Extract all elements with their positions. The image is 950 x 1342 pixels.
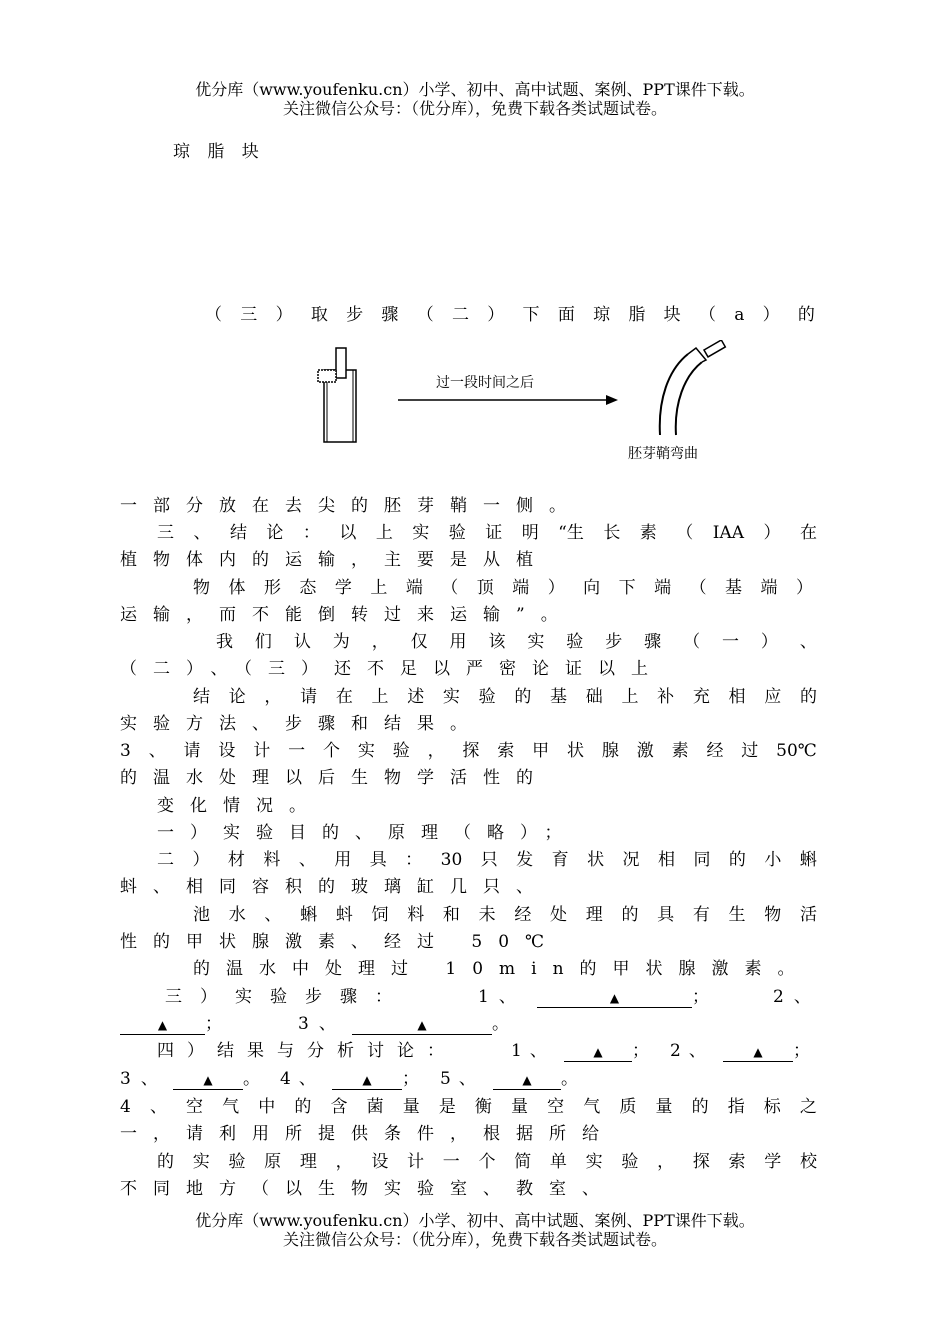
char: ）: [192, 850, 210, 870]
char: 激: [636, 741, 654, 761]
char: （: [689, 578, 707, 598]
char: ）: [275, 305, 293, 325]
char: 上: [621, 687, 639, 707]
char: 具: [657, 905, 675, 925]
char: 上: [371, 687, 389, 707]
char: 验: [621, 1152, 639, 1172]
footer-line-2: 关注微信公众号：（优分库），免费下载各类试题试卷。: [282, 1230, 667, 1249]
char: 认: [293, 632, 311, 652]
result-blank-4[interactable]: ▲ ；: [332, 1068, 419, 1090]
step-blank-2[interactable]: ▲ ；: [120, 1013, 222, 1035]
char: 的: [157, 1152, 174, 1172]
char: 状: [567, 741, 584, 761]
char: 为: [332, 632, 350, 652]
char: 请: [300, 687, 318, 707]
char: 理: [585, 905, 603, 925]
char: （: [205, 305, 222, 325]
char: 蚪: [335, 905, 353, 925]
step-number-2: 2、: [773, 987, 821, 1007]
text-line-9: 实验方法、步骤和结果。: [120, 714, 483, 734]
experiment-figure: [300, 340, 740, 450]
char: 在: [335, 687, 353, 707]
text-line-15: 蚪、相同容积的玻璃缸几只、: [120, 877, 549, 897]
step-number-1: 1、: [478, 987, 526, 1007]
char: 的: [514, 687, 532, 707]
char: 基: [725, 578, 743, 598]
step-blank-1[interactable]: ▲ ；: [537, 986, 709, 1008]
char: 个: [322, 741, 340, 761]
step-three-line: [205, 304, 815, 326]
char: 相: [657, 850, 675, 870]
char: 结: [229, 523, 247, 543]
char: 验: [448, 523, 466, 543]
char: ）: [487, 305, 505, 325]
result-number-4: 4、: [280, 1069, 324, 1089]
char: 二: [157, 850, 174, 870]
char: 端: [760, 578, 778, 598]
char: 材: [227, 850, 245, 870]
char: 实: [192, 1152, 210, 1172]
char: 个: [478, 1152, 496, 1172]
char: （: [416, 305, 434, 325]
char: 的: [797, 305, 815, 325]
char: 论: [266, 523, 284, 543]
char: 步: [605, 632, 623, 652]
text-line-4: [193, 577, 813, 599]
char: 体: [228, 578, 246, 598]
char: ）: [795, 578, 813, 598]
char: 水: [228, 905, 246, 925]
text-line-3: 植物体内的运输，主要是从植: [120, 550, 549, 570]
char: 向: [583, 578, 601, 598]
char: 在: [799, 523, 817, 543]
char: ，: [657, 1152, 675, 1172]
text-line-12: 变化情况。: [157, 796, 322, 816]
char: 量: [511, 1097, 529, 1117]
char: 3: [120, 741, 131, 761]
char: 活: [799, 905, 817, 925]
text-line-25: [157, 1151, 817, 1173]
char: 空: [186, 1097, 204, 1117]
char: 料: [407, 905, 425, 925]
text-line-13: 一）实验目的、原理（略）；: [157, 823, 578, 843]
text-line-8: [193, 686, 817, 708]
char: 设: [371, 1152, 389, 1172]
char: 一: [288, 741, 306, 761]
char: 仅: [410, 632, 428, 652]
char: 中: [258, 1097, 276, 1117]
char: 简: [514, 1152, 532, 1172]
char: ：: [405, 850, 423, 870]
char: 实: [585, 1152, 603, 1172]
step-blank-3[interactable]: ▲ 。: [352, 1013, 509, 1035]
char: 4: [120, 1097, 131, 1117]
text-line-23: [120, 1096, 817, 1118]
char: ）: [763, 523, 781, 543]
char: 补: [657, 687, 675, 707]
char: 骤: [381, 305, 399, 325]
char: 取: [310, 305, 328, 325]
char: 气: [583, 1097, 601, 1117]
char: 用: [334, 850, 352, 870]
char: 明: [521, 523, 539, 543]
char: 论: [228, 687, 246, 707]
char: 是: [438, 1097, 456, 1117]
char: 琼: [593, 305, 611, 325]
char: 面: [557, 305, 575, 325]
char: 30: [440, 850, 463, 870]
char: ，: [427, 741, 445, 761]
char: 步: [346, 305, 364, 325]
char: 骤: [644, 632, 662, 652]
char: 育: [551, 850, 569, 870]
char: 、: [298, 850, 316, 870]
char: 单: [549, 1152, 567, 1172]
char: 索: [728, 1152, 746, 1172]
char: 请: [183, 741, 201, 761]
char: 物: [193, 578, 210, 598]
char: （: [676, 523, 694, 543]
char: 只: [480, 850, 498, 870]
text-line-18: 的温水中处理过 10min的甲状腺激素。: [193, 959, 811, 979]
char: 学: [764, 1152, 782, 1172]
steps-heading: 三）实验步骤：: [165, 987, 410, 1007]
char: 甲: [532, 741, 550, 761]
text-line-16: [193, 904, 817, 926]
char: （: [683, 632, 701, 652]
char: 块: [663, 305, 681, 325]
char: 的: [691, 1097, 709, 1117]
char: 验: [478, 687, 496, 707]
char: 含: [330, 1097, 348, 1117]
char: 形: [263, 578, 281, 598]
char: 索: [497, 741, 515, 761]
char: 未: [478, 905, 496, 925]
text-line-10: [120, 740, 817, 762]
char: 用: [449, 632, 467, 652]
text-line-2: [157, 522, 817, 544]
char: 二: [451, 305, 469, 325]
char: 顶: [476, 578, 494, 598]
char: 过: [741, 741, 759, 761]
char: 的: [799, 687, 817, 707]
char: 饲: [371, 905, 389, 925]
text-line-24: 一，请利用所提供条件，根据所给: [120, 1124, 615, 1144]
char: （: [698, 305, 716, 325]
char: 和: [442, 905, 460, 925]
char: 相: [728, 687, 746, 707]
char: 理: [299, 1152, 317, 1172]
text-line-6: [216, 631, 817, 653]
char: 基: [550, 687, 568, 707]
char: 蝌: [300, 905, 318, 925]
char: 小: [764, 850, 782, 870]
char: 上: [370, 578, 388, 598]
header-line-1: 优分库（www.youfenku.cn）小学、初中、高中试题、案例、PPT课件下载。: [195, 80, 755, 99]
char: ，: [371, 632, 389, 652]
bent-coleoptile-icon: [660, 340, 726, 435]
char: 原: [264, 1152, 282, 1172]
char: 端: [405, 578, 423, 598]
char: 验: [566, 632, 584, 652]
char: 一: [442, 1152, 460, 1172]
char: 、: [193, 523, 211, 543]
text-line-14: [157, 849, 817, 871]
arrow-label: 过一段时间之后: [436, 375, 534, 391]
char: 校: [799, 1152, 817, 1172]
char: （: [441, 578, 459, 598]
char: ）: [762, 305, 780, 325]
arrow-icon: [398, 395, 618, 405]
footer-line-1: 优分库（www.youfenku.cn）小学、初中、高中试题、案例、PPT课件下载。: [195, 1211, 755, 1230]
char: 素: [671, 741, 689, 761]
char: 实: [412, 523, 430, 543]
char: 发: [516, 850, 534, 870]
char: 长: [603, 523, 621, 543]
char: ）: [547, 578, 565, 598]
char: 的: [294, 1097, 312, 1117]
char: 脂: [628, 305, 646, 325]
char: ，: [264, 687, 282, 707]
char: 学: [334, 578, 352, 598]
char: 衡: [474, 1097, 492, 1117]
char: ：: [302, 523, 320, 543]
header-line-2: 关注微信公众号：（优分库），免费下载各类试题试卷。: [282, 99, 667, 118]
char: 况: [622, 850, 640, 870]
result-blank-5[interactable]: ▲ 。: [493, 1068, 578, 1090]
char: 态: [299, 578, 317, 598]
char: 量: [655, 1097, 673, 1117]
result-blank-1[interactable]: ▲ ；: [564, 1040, 649, 1062]
bent-coleoptile-label: 胚芽鞘弯曲: [628, 446, 698, 462]
char: 端: [512, 578, 530, 598]
char: 、: [799, 632, 817, 652]
step-number-3: 3、: [298, 1014, 346, 1034]
result-number-5: 5、: [440, 1069, 484, 1089]
char: 们: [254, 632, 272, 652]
char: 以: [339, 523, 357, 543]
char: 结: [193, 687, 210, 707]
char: 素: [639, 523, 657, 543]
char: 下: [522, 305, 540, 325]
result-blank-3[interactable]: ▲ 。: [173, 1068, 260, 1090]
char: 计: [407, 1152, 425, 1172]
char: 质: [619, 1097, 637, 1117]
text-line-17: 性的甲状腺激素、经过 50℃: [120, 932, 561, 952]
char: IAA: [712, 523, 745, 543]
result-number-1: 1、: [511, 1041, 555, 1061]
char: 探: [692, 1152, 710, 1172]
text-line-26: 不同地方（以生物实验室、教室、: [120, 1179, 615, 1199]
char: 三: [157, 523, 174, 543]
char: 础: [585, 687, 603, 707]
char: 标: [763, 1097, 781, 1117]
char: 探: [462, 741, 480, 761]
char: 、: [264, 905, 282, 925]
char: 下: [618, 578, 636, 598]
char: 经: [514, 905, 532, 925]
char: 腺: [601, 741, 619, 761]
char: 实: [357, 741, 375, 761]
char: 生: [728, 905, 746, 925]
char: 气: [222, 1097, 240, 1117]
char: 蝌: [799, 850, 817, 870]
char: 我: [216, 632, 233, 652]
coleoptile-with-agar-icon: [318, 348, 356, 442]
char: 池: [193, 905, 210, 925]
text-line-7: （二）、（三）还不足以严密论证以上: [120, 659, 664, 679]
char: 的: [728, 850, 746, 870]
char: 物: [764, 905, 782, 925]
char: 、: [149, 1097, 167, 1117]
char: “生: [558, 523, 584, 543]
char: 实: [527, 632, 545, 652]
char: 具: [369, 850, 387, 870]
char: 述: [407, 687, 425, 707]
result-blank-2[interactable]: ▲ ；: [723, 1040, 810, 1062]
char: 之: [799, 1097, 817, 1117]
char: 指: [727, 1097, 745, 1117]
char: 实: [442, 687, 460, 707]
char: 状: [587, 850, 605, 870]
char: 的: [621, 905, 639, 925]
char: ）: [760, 632, 778, 652]
text-line-1: 一部分放在去尖的胚芽鞘一侧。: [120, 496, 582, 516]
char: 充: [692, 687, 710, 707]
char: 验: [228, 1152, 246, 1172]
char: 同: [693, 850, 711, 870]
char: 该: [488, 632, 506, 652]
results-heading: 四）结果与分析讨论：: [157, 1041, 457, 1061]
agar-block-label: 琼 脂 块: [173, 142, 265, 162]
char: 应: [764, 687, 782, 707]
text-line-11: 的温水处理以后生物学活性的: [120, 768, 549, 788]
char: 空: [547, 1097, 565, 1117]
char: ，: [335, 1152, 353, 1172]
char: 经: [706, 741, 724, 761]
char: 量: [402, 1097, 420, 1117]
result-number-3: 3、: [120, 1069, 168, 1089]
char: 验: [392, 741, 410, 761]
char: 三: [240, 305, 258, 325]
char: 端: [654, 578, 672, 598]
char: 处: [550, 905, 568, 925]
char: 一: [721, 632, 739, 652]
char: 菌: [366, 1097, 384, 1117]
text-line-5: 运输，而不能倒转过来运输”。: [120, 605, 574, 625]
char: 有: [692, 905, 710, 925]
char: 设: [218, 741, 236, 761]
char: 50℃: [776, 741, 817, 761]
char: 证: [485, 523, 503, 543]
char: 上: [375, 523, 393, 543]
char: 、: [148, 741, 166, 761]
char: 计: [253, 741, 271, 761]
result-number-2: 2、: [670, 1041, 714, 1061]
char: a: [734, 305, 745, 325]
char: 料: [263, 850, 281, 870]
